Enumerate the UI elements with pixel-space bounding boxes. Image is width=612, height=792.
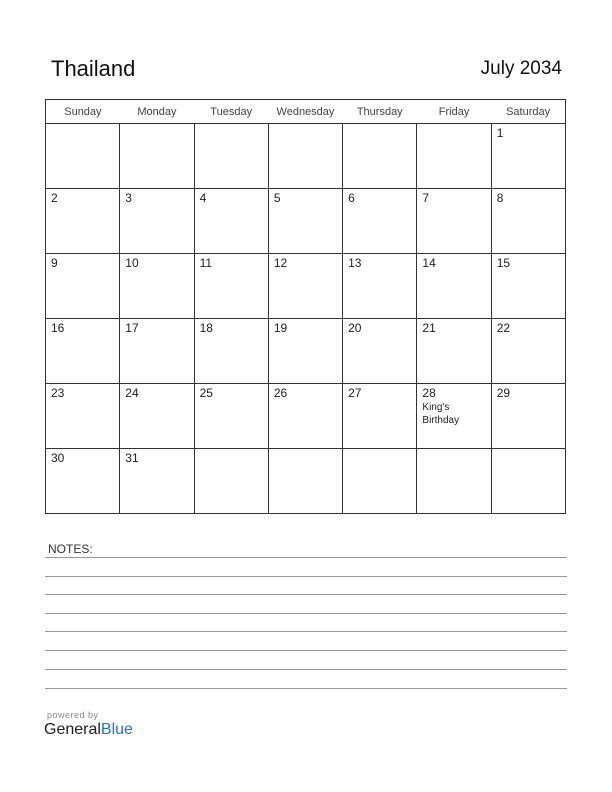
- day-cell: [268, 189, 342, 254]
- country-title: Thailand: [51, 56, 136, 81]
- day-number: 9: [51, 256, 58, 270]
- calendar-body: [46, 124, 566, 514]
- day-cell: [194, 449, 268, 514]
- brand-logo: [44, 721, 133, 739]
- day-cell: [120, 449, 194, 514]
- day-cell: [417, 124, 491, 189]
- month-year-title: July 2034: [480, 58, 562, 79]
- note-line: [45, 594, 567, 595]
- day-cell: [343, 124, 417, 189]
- holiday-label: King's Birthday: [422, 402, 460, 426]
- day-cell: [120, 254, 194, 319]
- day-cell: [46, 189, 120, 254]
- day-number: 30: [51, 451, 65, 465]
- weekday-header-row: [46, 100, 566, 124]
- day-cell: [491, 319, 565, 384]
- day-number: 13: [348, 256, 362, 270]
- weekday-header: Saturday: [491, 100, 565, 124]
- note-line: [45, 576, 567, 577]
- day-cell: [343, 189, 417, 254]
- day-cell: [46, 124, 120, 189]
- day-cell: [343, 319, 417, 384]
- weekday-header: Sunday: [46, 100, 120, 124]
- note-line: [45, 613, 567, 614]
- day-cell: [120, 124, 194, 189]
- weekday-header: Thursday: [343, 100, 417, 124]
- day-cell: [194, 254, 268, 319]
- day-cell: [491, 124, 565, 189]
- day-number: 6: [348, 191, 355, 205]
- day-number: 31: [125, 451, 139, 465]
- week-row: [46, 254, 566, 319]
- brand-general: General: [44, 721, 101, 738]
- note-line: [45, 669, 567, 670]
- week-row: [46, 384, 566, 449]
- day-number: 24: [125, 386, 139, 400]
- week-row: [46, 319, 566, 384]
- day-cell: [268, 254, 342, 319]
- day-number: 27: [348, 386, 362, 400]
- day-cell: [194, 384, 268, 449]
- day-cell: [491, 254, 565, 319]
- notes-label: NOTES:: [48, 542, 93, 556]
- day-cell: [194, 319, 268, 384]
- day-cell: [417, 319, 491, 384]
- day-number: 18: [199, 321, 213, 335]
- weekday-header: Wednesday: [268, 100, 342, 124]
- day-cell: [417, 384, 491, 449]
- powered-by-text: powered by: [47, 710, 99, 720]
- day-cell: [491, 189, 565, 254]
- day-number: 5: [273, 191, 281, 205]
- day-number: 4: [199, 191, 207, 205]
- day-cell: [46, 449, 120, 514]
- brand-blue: Blue: [100, 721, 133, 738]
- day-number: 23: [51, 386, 65, 400]
- day-number: 19: [273, 321, 288, 335]
- day-number: 29: [496, 386, 511, 400]
- weekday-header: Monday: [120, 100, 194, 124]
- day-number: 2: [51, 191, 58, 205]
- day-cell: [417, 449, 491, 514]
- day-number: 3: [125, 191, 132, 205]
- weekday-header: Tuesday: [194, 100, 268, 124]
- week-row: [46, 189, 566, 254]
- day-cell: [46, 319, 120, 384]
- day-cell: [268, 124, 342, 189]
- calendar-grid: [45, 99, 566, 514]
- day-number: 10: [125, 256, 139, 270]
- day-cell: [120, 319, 194, 384]
- weekday-header: Friday: [417, 100, 491, 124]
- day-number: 8: [496, 191, 504, 205]
- day-number: 12: [273, 256, 288, 270]
- day-number: 11: [199, 256, 213, 270]
- day-cell: [343, 384, 417, 449]
- day-number: 14: [422, 256, 436, 270]
- week-row: [46, 449, 566, 514]
- day-number: 25: [199, 386, 213, 400]
- day-cell: [120, 384, 194, 449]
- day-cell: [194, 124, 268, 189]
- note-line: [45, 631, 567, 632]
- note-line: [45, 688, 567, 689]
- day-cell: [120, 189, 194, 254]
- note-line: [45, 557, 567, 558]
- day-number: 7: [422, 191, 430, 205]
- week-row: [46, 124, 566, 189]
- day-cell: [268, 384, 342, 449]
- day-cell: [194, 189, 268, 254]
- day-cell: [491, 449, 565, 514]
- day-number: 22: [496, 321, 511, 335]
- day-number: 16: [51, 321, 65, 335]
- note-line: [45, 650, 567, 651]
- day-number: 28: [422, 386, 436, 400]
- day-cell: [417, 189, 491, 254]
- day-number: 17: [125, 321, 139, 335]
- day-cell: [491, 384, 565, 449]
- day-number: 15: [496, 256, 511, 270]
- day-number: 26: [273, 386, 288, 400]
- day-number: 1: [496, 126, 504, 140]
- day-cell: [343, 449, 417, 514]
- day-cell: [343, 254, 417, 319]
- day-cell: [46, 254, 120, 319]
- day-cell: [46, 384, 120, 449]
- day-cell: [268, 449, 342, 514]
- day-cell: [417, 254, 491, 319]
- day-number: 20: [348, 321, 362, 335]
- day-number: 21: [422, 321, 436, 335]
- day-cell: [268, 319, 342, 384]
